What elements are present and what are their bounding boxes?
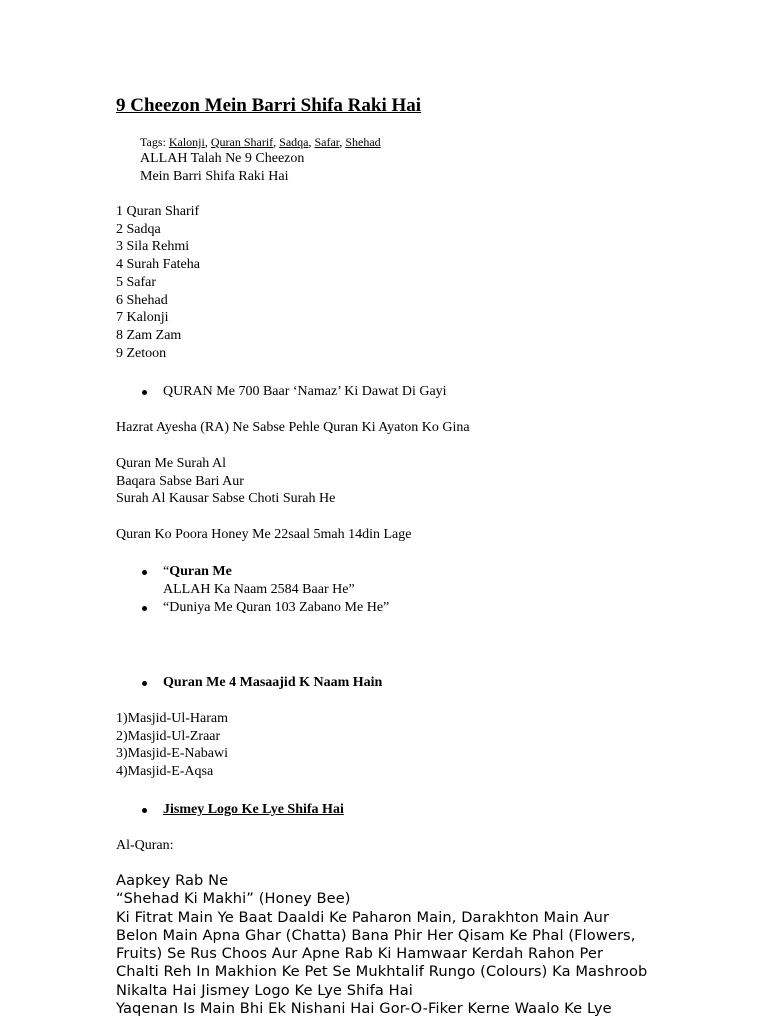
intro-line: Mein Barri Shifa Raki Hai [140, 169, 289, 184]
bullet-item [136, 383, 447, 401]
paragraph-line: Yaqenan Is Main Bhi Ek Nishani Hai Gor-O-Fiker Kerne Waalo Ke Lye [116, 1000, 612, 1018]
bullet-quote: “ [163, 564, 170, 579]
paragraph-line: Ki Fitrat Main Ye Baat Daaldi Ke Paharon Main, Darakhton Main Aur [116, 908, 610, 926]
bullet-bold-text: Quran Me 4 Masaajid K Naam Hain [163, 675, 383, 690]
bullet-text: ALLAH Ka Naam 2584 Baar He” [163, 582, 355, 597]
bullet-dot-icon [142, 681, 147, 686]
bullet-dot-icon [142, 390, 147, 395]
bullet-dot-icon [142, 808, 147, 813]
list-item: 2)Masjid-Ul-Zraar [116, 728, 221, 744]
paragraph-line: Nikalta Hai Jismey Logo Ke Lye Shifa Hai [116, 981, 413, 999]
bullet-bold-text: Quran Me [169, 564, 232, 579]
masjid-list [116, 710, 228, 781]
paragraph-line: Quran Me Surah Al [116, 456, 227, 471]
paragraph-line: Surah Al Kausar Sabse Choti Surah He [116, 491, 336, 507]
tag-link-sadqa[interactable]: Sadqa [279, 135, 309, 149]
list-item: 8 Zam Zam [116, 327, 182, 343]
tag-link-shehad[interactable]: Shehad [345, 135, 381, 149]
list-item: 1)Masjid-Ul-Haram [116, 711, 228, 726]
paragraph-line: Al-Quran: [116, 838, 174, 853]
paragraph-line: Belon Main Apna Ghar (Chatta) Bana Phir Her Qisam Ke Phal (Flowers, [116, 926, 636, 944]
paragraph-line: Aapkey Rab Ne [116, 872, 229, 889]
numbered-list [116, 203, 200, 362]
tag-link-safar[interactable]: Safar [314, 135, 340, 149]
list-item: 5 Safar [116, 274, 157, 290]
bullet-list-namaz [136, 383, 447, 401]
intro-text [140, 150, 304, 186]
paragraph-line: Quran Ko Poora Honey Me 22saal 5mah 14din Lage [116, 527, 412, 542]
bullet-list-quran-facts [136, 563, 389, 617]
list-item: 3)Masjid-E-Nabawi [116, 746, 228, 762]
list-item: 7 Kalonji [116, 310, 169, 326]
tags-label: Tags: [140, 135, 166, 149]
paragraph-ayesha [116, 419, 470, 437]
list-item: 4 Surah Fateha [116, 257, 200, 273]
list-item: 4)Masjid-E-Aqsa [116, 764, 214, 780]
paragraph-al-quran [116, 837, 174, 855]
list-item: 2 Sadqa [116, 221, 161, 237]
list-item: 9 Zetoon [116, 345, 167, 361]
intro-line: ALLAH Talah Ne 9 Cheezon [140, 151, 305, 166]
bullet-dot-icon [142, 606, 147, 611]
tag-link-quran-sharif[interactable]: Quran Sharif [210, 135, 274, 149]
list-item: 3 Sila Rehmi [116, 239, 190, 255]
paragraph-line: Fruits) Se Rus Choos Aur Apne Rab Ki Hamwaar Kerdah Rahon Per [116, 945, 604, 963]
bullet-text: “Duniya Me Quran 103 Zabano Me He” [163, 600, 390, 615]
paragraph-poora [116, 526, 411, 544]
bullet-item [136, 599, 389, 617]
paragraph-line: Hazrat Ayesha (RA) Ne Sabse Pehle Quran Ki Ayaton Ko Gina [116, 420, 470, 435]
list-item: 6 Shehad [116, 292, 168, 308]
bullet-text: QURAN Me 700 Baar ‘Namaz’ Ki Dawat Di Gayi [163, 384, 447, 399]
closing-paragraph [116, 872, 716, 1018]
document-title: 9 Cheezon Mein Barri Shifa Raki Hai [116, 95, 422, 116]
bullet-dot-icon [142, 570, 147, 575]
paragraph-line: Baqara Sabse Bari Aur [116, 473, 244, 489]
bullet-list-masaajid [136, 674, 382, 692]
tag-link-kalonji[interactable]: Kalonji [168, 135, 205, 149]
paragraph-surah [116, 455, 335, 508]
bullet-bold-text: Jismey Logo Ke Lye Shifa Hai [163, 802, 344, 817]
paragraph-line: Chalti Reh In Makhion Ke Pet Se Mukhtalif Rungo (Colours) Ka Mashroob [116, 963, 648, 981]
bullet-item [136, 674, 382, 692]
bullet-list-shifa [136, 801, 344, 819]
list-item: 1 Quran Sharif [116, 204, 200, 219]
paragraph-line: “Shehad Ki Makhi” (Honey Bee) [116, 890, 351, 908]
bullet-item [136, 801, 344, 819]
bullet-item [136, 563, 389, 599]
tags-line: Tags: Kalonji, Quran Sharif, Sadqa, Safar, Shehad [140, 135, 381, 149]
